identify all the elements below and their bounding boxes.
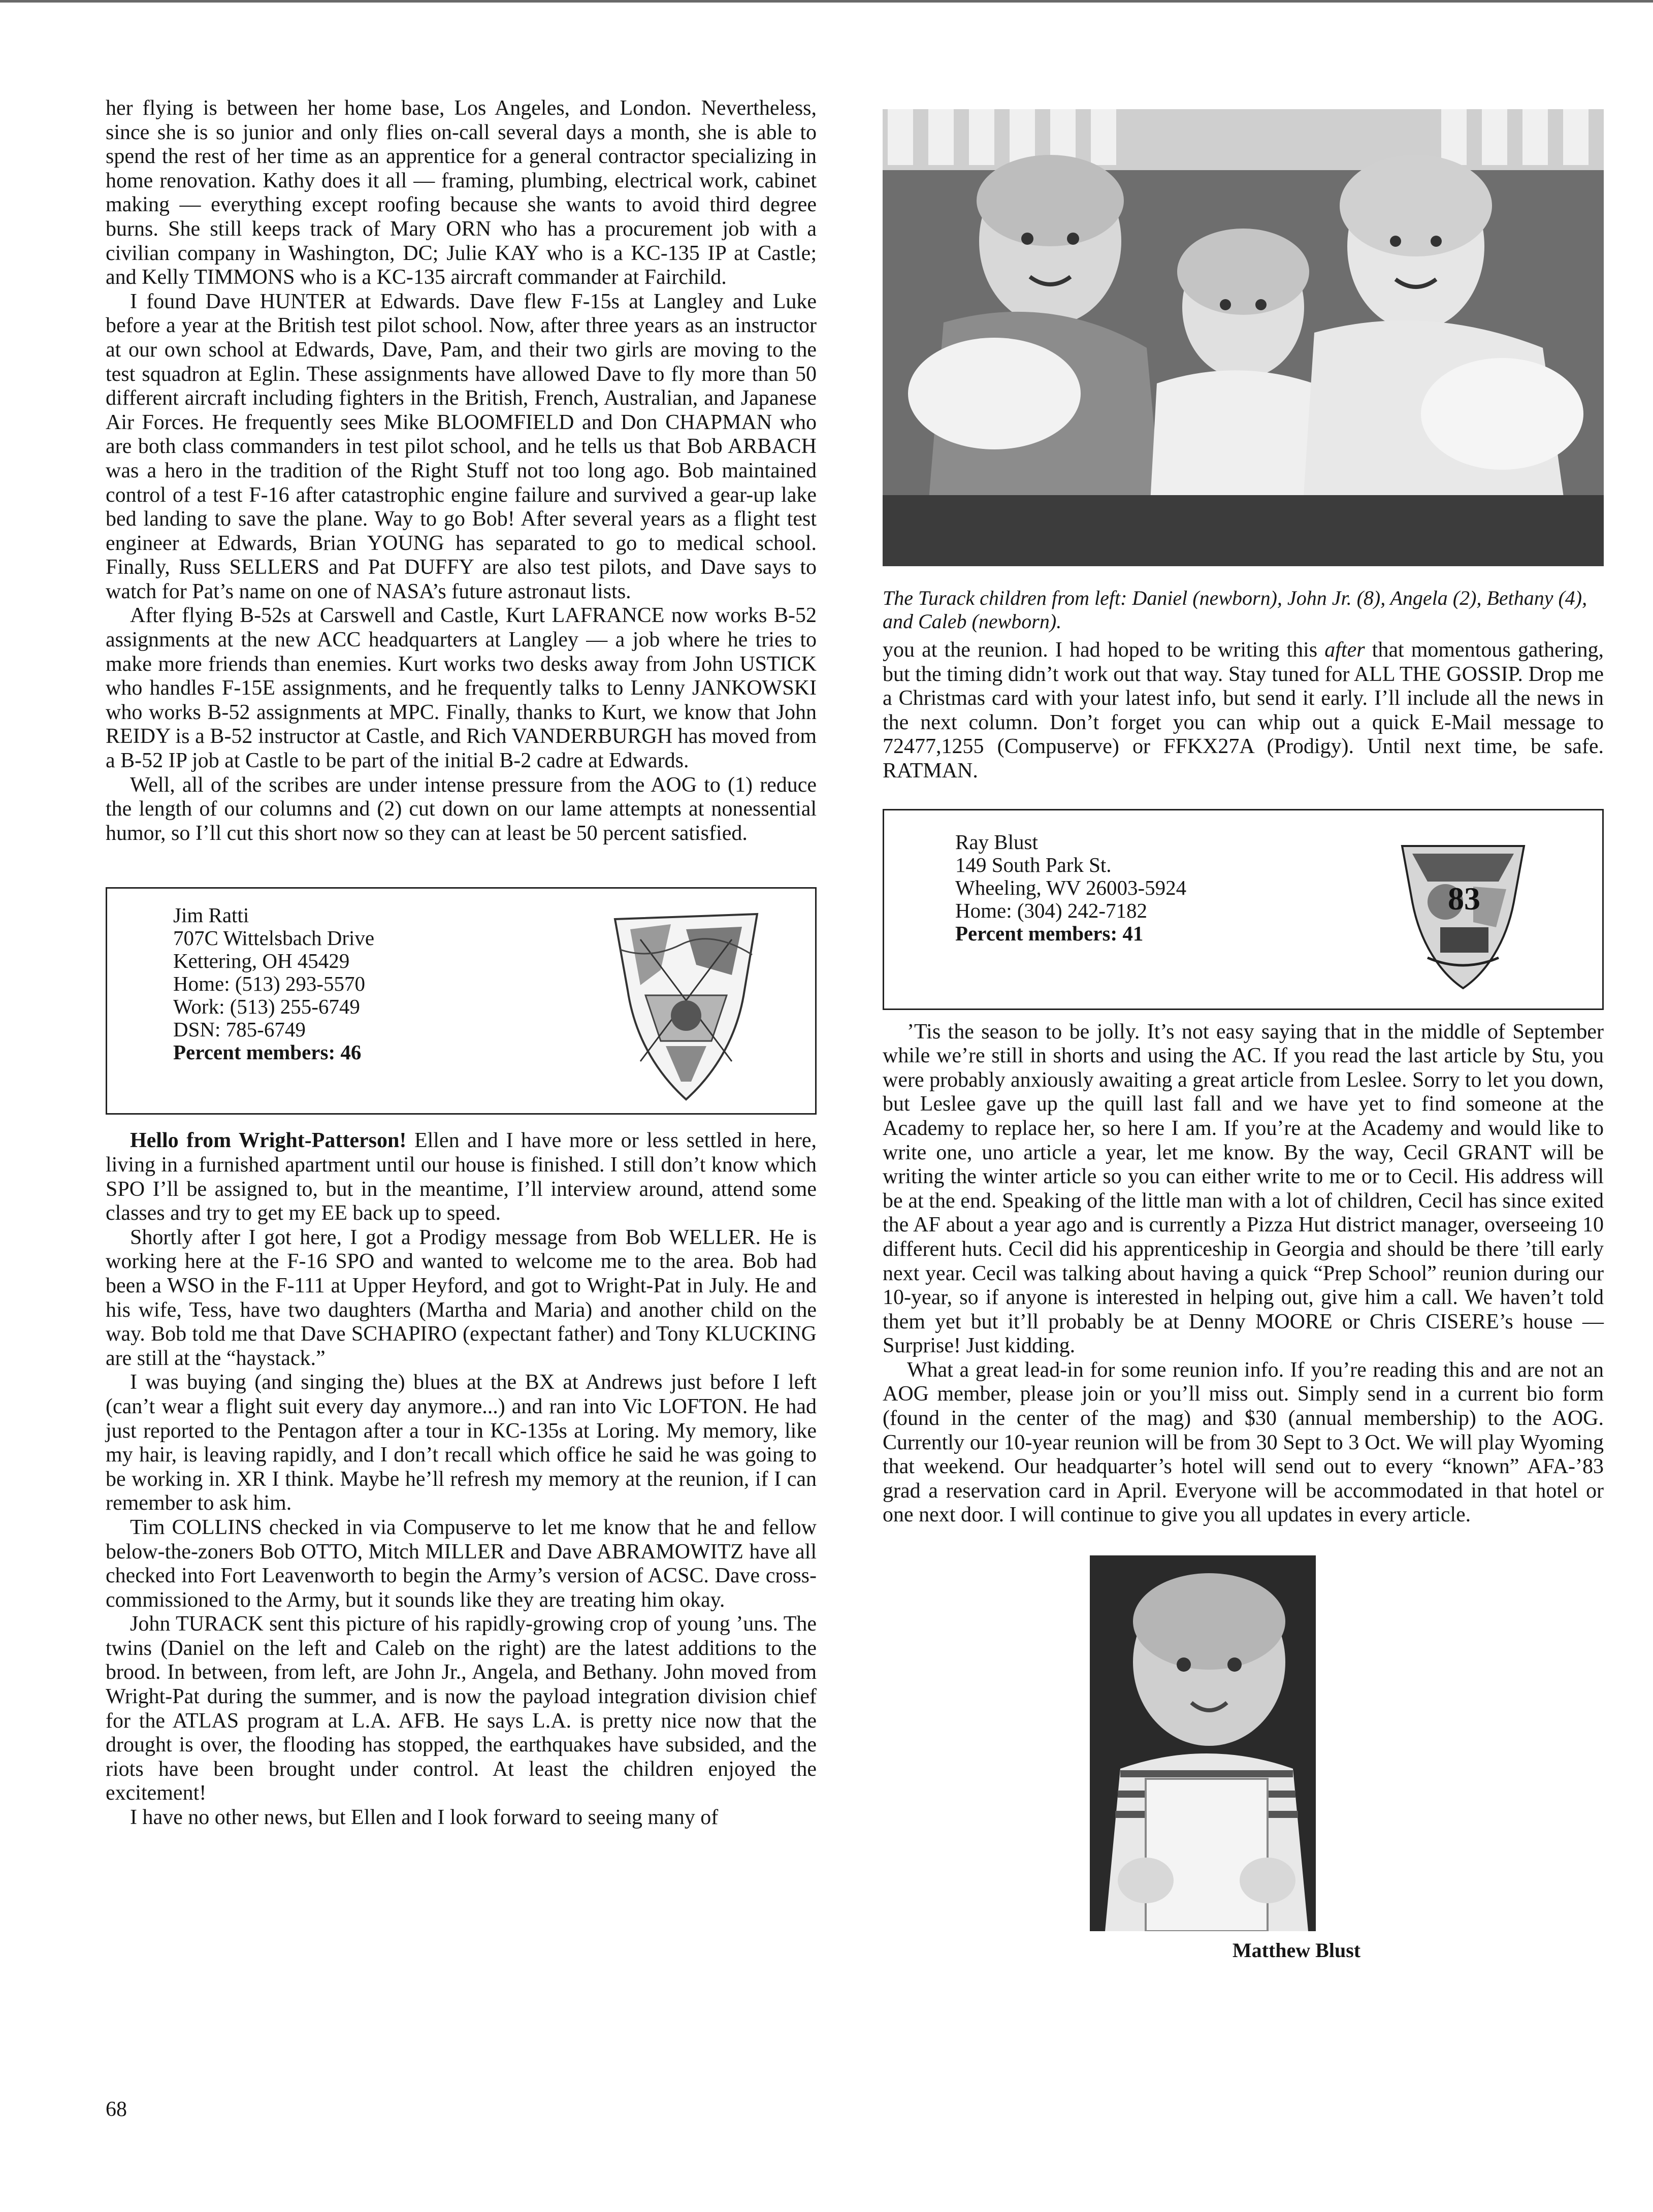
lead-text: Ellen and I have more or less settled in here, living in a furnished apartment until our house is finished. I still don’t know which SPO I’ll be assigned to, but in the meantime, I’ll interview around, attend some classes and try to get my EE back up to speed. <box>106 1129 817 1225</box>
ratti-street: 707C Wittelsbach Drive <box>173 926 375 950</box>
continuation-part-2: that momentous gathering, but the timing didn’t work out that way. Stay tuned for ALL THE GOSSIP. Drop me a Christmas card with your latest info, but send it early. I’ll include all the news in the next column. Don’t forget you can whip out a quick E-Mail message to 72477,1255 (Compuserve) or FFKX27A (Prodigy). Until next time, be safe. RATMAN. <box>883 638 1604 783</box>
paragraph-turack: John TURACK sent this picture of his rapidly-growing crop of young ’uns. The twins (Daniel on the left and Caleb on the right) are the latest additions to the brood. In between, from left, are John Jr., Angela, and Bethany. John moved from Wright-Pat during the summer, and is now the payload integration division chief for the ATLAS program at L.A. AFB. He says L.A. is pretty nice now that the drought is over, the flooding has stopped, the earthquakes have subsided, and the riots have been brought under control. At least the children enjoyed the excitement! <box>106 1612 817 1805</box>
class-of-83-crest-icon <box>1397 841 1529 993</box>
turack-photo-caption: The Turack children from left: Daniel (newborn), John Jr. (8), Angela (2), Bethany (4), and Caleb (newborn). <box>883 587 1587 633</box>
ratti-percent-members: Percent members: 46 <box>173 1040 362 1064</box>
continuation-emphasis: after <box>1324 638 1365 662</box>
blust-percent-members: Percent members: 41 <box>955 921 1144 945</box>
paragraph-kathy: her flying is between her home base, Los Angeles, and London. Nevertheless, since she is so junior and only flies on-call several days a month, she is able to spend the rest of her time as an apprentice for a general contractor specializing in home renovation. Kathy does it all — framing, plumbing, electrical work, cabinet making — everything except roofing because she wants to avoid third degree burns. She still keeps track of Mary ORN who has a procurement job with a civilian company in Washington, DC; Julie KAY who is a KC-135 IP at Castle; and Kelly TIMMONS who is a KC-135 aircraft commander at Fairchild. <box>106 96 817 289</box>
ratti-work-phone: Work: (513) 255-6749 <box>173 995 360 1019</box>
paragraph-closing: I have no other news, but Ellen and I look forward to seeing many of <box>130 1806 719 1830</box>
paragraph-weller: Shortly after I got here, I got a Prodigy message from Bob WELLER. He is working here at the F-16 SPO and wanted to welcome me to the area. Bob had been a WSO in the F-111 at Upper Heyford, and got to Wright-Pat in July. He and his wife, Tess, have two daughters (Martha and Maria) and another child on the way. Bob told me that Dave SCHAPIRO (expectant father) and Tony KLUCKING are still at the “haystack.” <box>106 1225 817 1370</box>
ratti-name: Jim Ratti <box>173 903 249 927</box>
paragraph-wright-patterson <box>106 1129 817 1225</box>
class-crest-icon <box>610 909 762 1104</box>
paragraph-season: ’Tis the season to be jolly. It’s not easy saying that in the middle of September while we’re still in shorts and using the AC. If you read the last article by Stu, you were probably anxiously awaiting a great article from Leslee. Sorry to let you down, but Leslee gave up the quill last fall and we have yet to find someone at the Academy to replace her, so here I am. If you’re at the Academy and would like to write one, uno article a year, let me know. By the way, Cecil GRANT will be writing the winter article so you can either write to me or to Cecil. His address will be at the end. Speaking of the little man with a lot of children, Cecil has since exited the AF about a year ago and is currently a Pizza Hut district manager, overseeing 10 different huts. Cecil did his apprenticeship in Georgia and should be there ’till early next year. Cecil was talking about having a quick “Prep School” reunion during our 10-year, so if anyone is interested in helping out, give him a call. We haven’t told them yet but it’ll probably be at Denny MOORE or Chris CISERE’s house — Surprise! Just kidding. <box>883 1020 1604 1358</box>
ratti-dsn-phone: DSN: 785-6749 <box>173 1018 306 1042</box>
blust-street: 149 South Park St. <box>955 853 1112 876</box>
turack-photo-image <box>883 109 1604 566</box>
blust-name: Ray Blust <box>955 830 1038 854</box>
page-number: 68 <box>106 2098 127 2121</box>
paragraph-reunion-info: What a great lead-in for some reunion info. If you’re reading this and are not an AOG member, please join or you’ll miss out. Simply send in a current bio form (found in the center of the mag) and $30 (annual membership) to the AOG. Currently our 10-year reunion will be from 30 Sept to 3 Oct. We will play Wyoming that weekend. Our headquarter’s hotel will send out to every “known” AFA-’83 grad a reservation card in April. Everyone will be accommodated in that hotel or one next door. I will continue to give you all updates in every article. <box>883 1358 1604 1527</box>
right-column <box>883 109 1604 1962</box>
turack-children-photo <box>883 109 1604 566</box>
continuation-part-1: you at the reunion. I had hoped to be writing this <box>883 638 1325 662</box>
paragraph-hunter: I found Dave HUNTER at Edwards. Dave flew F-15s at Langley and Luke before a year at the British test pilot school. Now, after three years as an instructor at our own school at Edwards, Dave, Pam, and their two girls are moving to the test squadron at Eglin. These assignments have allowed Dave to fly more than 50 different aircraft including fighters in the British, French, Australian, and Japanese Air Forces. He frequently sees Mike BLOOMFIELD and Don CHAPMAN who are both class commanders in test pilot school, and he tells us that Bob ARBACH was a hero in the tradition of the Right Stuff not too long ago. Bob maintained control of a test F-16 after catastrophic engine failure and survived a gear-up lake bed landing to save the plane. Way to go Bob! After several years as a flight test engineer at Edwards, Brian YOUNG has separated to go to medical school. Finally, Russ SELLERS and Pat DUFFY are also test pilots, and Dave says to watch for Pat’s name on one of NASA’s future astronaut lists. <box>106 289 817 603</box>
paragraph-lafrance: After flying B-52s at Carswell and Castle, Kurt LAFRANCE now works B-52 assignments at the new ACC headquarters at Langley — a job where he tries to make more friends than enemies. Kurt works two desks away from John USTICK who handles F-15E assignments, and he frequently talks to Lenny JANKOWSKI who works B-52 assignments at MPC. Finally, thanks to Kurt, we know that John REIDY is a B-52 instructor at Castle, and Rich VANDERBURGH has moved from a B-52 IP job at Castle to be part of the initial B-2 cadre at Edwards. <box>106 604 817 773</box>
paragraph-lofton: I was buying (and singing the) blues at the BX at Andrews just before I left (can’t wear a flight suit every day anymore...) and ran into Vic LOFTON. He had just reported to the Pentagon after a tour in KC-135s at Loring. My memory, like my hair, is leaving rapidly, and I don’t recall which office he said he was going to be working in. XR I think. Maybe he’ll refresh my memory at the reunion, if I can remember to ask him. <box>106 1371 817 1515</box>
matthew-photo-image <box>1090 1555 1316 1931</box>
blust-home-phone: Home: (304) 242-7182 <box>955 898 1148 922</box>
top-rule <box>0 0 1653 3</box>
paragraph-reunion-continuation <box>883 638 1604 784</box>
matthew-blust-photo <box>1090 1555 1316 1931</box>
ratti-city: Kettering, OH 45429 <box>173 949 350 973</box>
blust-address-box <box>883 809 1604 1010</box>
crest-year: 83 <box>1448 880 1480 917</box>
lead-heading: Hello from Wright-Patterson! <box>130 1129 407 1153</box>
ratti-home-phone: Home: (513) 293-5570 <box>173 972 366 996</box>
ratti-address-box <box>106 887 817 1115</box>
left-column <box>106 96 817 1830</box>
paragraph-scribes: Well, all of the scribes are under intense pressure from the AOG to (1) reduce the length of our columns and (2) cut down on our lame attempts at nonessential humor, so I’ll cut this short now so they can at least be 50 percent satisfied. <box>106 773 817 845</box>
blust-city: Wheeling, WV 26003-5924 <box>955 875 1187 899</box>
paragraph-collins: Tim COLLINS checked in via Compuserve to let me know that he and fellow below-the-zoners Bob OTTO, Mitch MILLER and Dave ABRAMOWITZ have all checked into Fort Leavenworth to begin the Army’s version of ACSC. Dave cross-commissioned to the Army, but it sounds like they are treating him okay. <box>106 1515 817 1612</box>
matthew-photo-caption: Matthew Blust <box>1232 1939 1361 1962</box>
